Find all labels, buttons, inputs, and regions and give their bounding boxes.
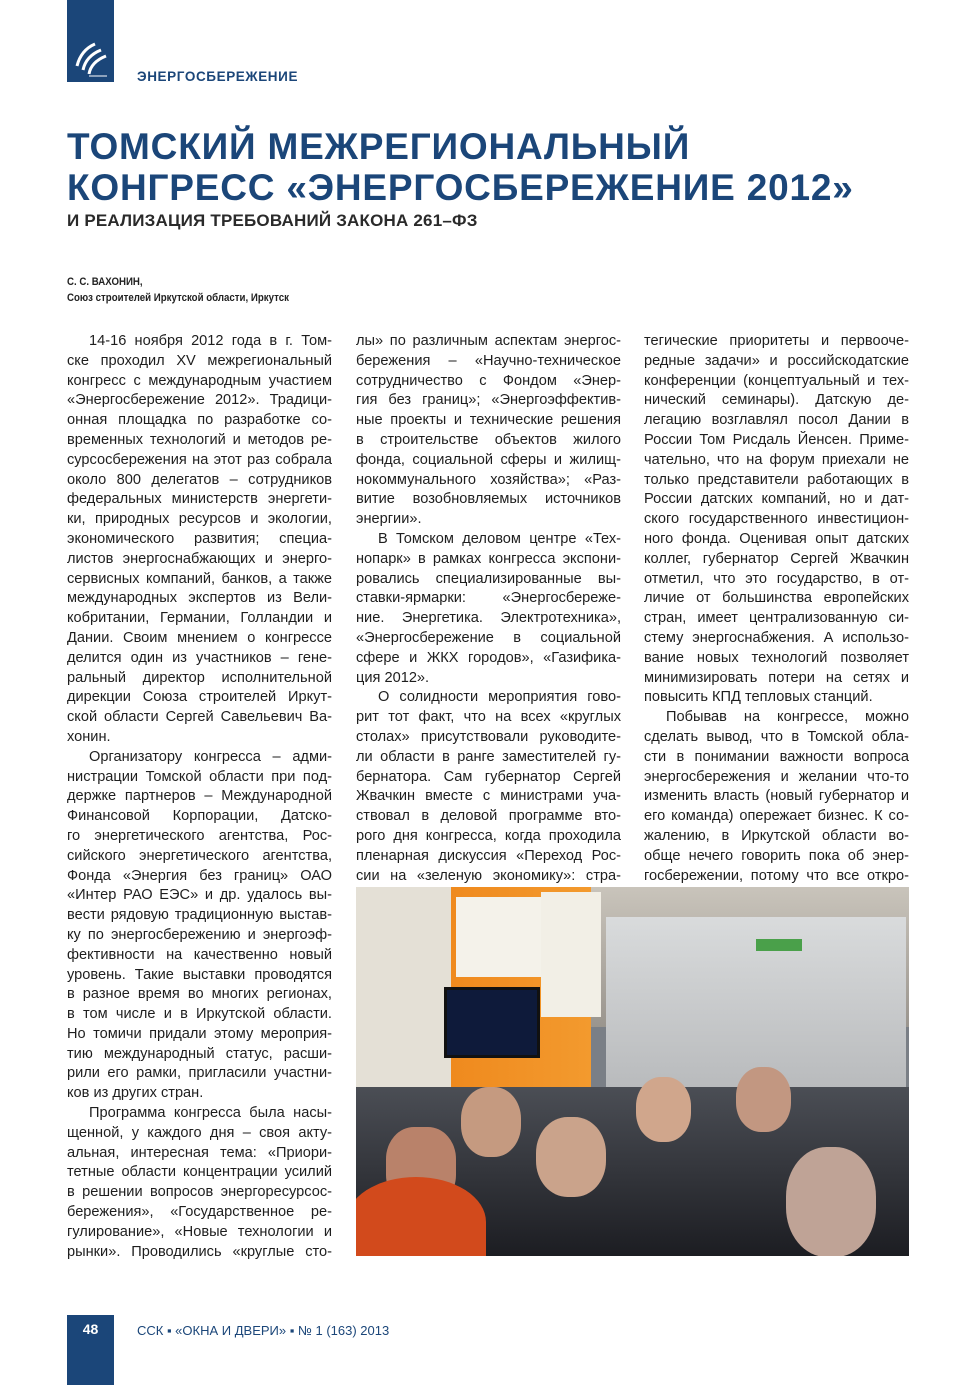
- paragraph: [644, 708, 909, 886]
- text-line: конгресс с международным участием: [67, 372, 332, 389]
- text-line: международных экспертов из Вели-: [67, 590, 332, 607]
- text-line: ровались специализированные вы-: [356, 570, 621, 587]
- text-line: вести рядовую традиционную выстав-: [67, 907, 332, 924]
- text-line: Жвачкин вместе с министрами уча-: [356, 788, 621, 805]
- text-line: ные проекты и технические решения: [356, 412, 621, 429]
- text-line: тию международный статус, расши-: [67, 1045, 332, 1062]
- text-line: О солидности мероприятия гово-: [378, 689, 621, 706]
- author-name: С. С. ВАХОНИН,: [67, 276, 143, 288]
- text-line: энергии».: [356, 511, 422, 528]
- article-subtitle: И РЕАЛИЗАЦИЯ ТРЕБОВАНИЙ ЗАКОНА 261–ФЗ: [67, 211, 478, 230]
- text-line: ки, природных ресурсов и экологии,: [67, 511, 332, 528]
- text-line: повысить КПД тепловых станций.: [644, 689, 873, 706]
- text-line: ского государственного инвестицион-: [644, 511, 909, 528]
- text-line: России датских компаний, но и дат-: [644, 491, 909, 508]
- text-line: альная, интересная тема: «Приори-: [67, 1144, 332, 1161]
- text-line: экономического развития; специа-: [67, 530, 332, 547]
- text-line: гулирование», «Новые технологии и: [67, 1223, 332, 1240]
- text-line: ской области Сергей Савельевич Ва-: [67, 709, 332, 726]
- text-line: Но томичи придали этому мероприя-: [67, 1025, 332, 1042]
- paragraph: [67, 748, 332, 1104]
- text-line: ков из других стран.: [67, 1085, 204, 1102]
- text-line: нический семинары). Датскую де-: [644, 392, 909, 409]
- text-line: коллег, губернатор Сергей Жвачкин: [644, 550, 909, 567]
- text-line: 14-16 ноября 2012 года в г. Том-: [89, 333, 332, 349]
- text-line: сервисных компаний, банков, а также: [67, 570, 332, 587]
- text-line: держке партнеров – Международной: [67, 788, 332, 805]
- text-line: сфере и ЖКХ городов», «Газифика-: [356, 649, 621, 666]
- text-line: тегические приоритеты и первооче-: [644, 333, 909, 349]
- title-line: КОНГРЕСС «ЭНЕРГОСБЕРЕЖЕНИЕ 2012»: [67, 167, 854, 208]
- text-line: жалению, в Иркутской области во-: [644, 827, 909, 844]
- text-line: хонин.: [67, 728, 111, 745]
- author-affiliation: Союз строителей Иркутской области, Иркутск: [67, 292, 289, 304]
- text-line: лы» по различным аспектам энергос-: [356, 333, 621, 349]
- text-line: «Энергосбережение в социальной: [356, 629, 621, 646]
- text-line: стран, имеет централизованную си-: [644, 610, 909, 627]
- text-line: Организатору конгресса – адми-: [89, 748, 332, 765]
- text-line: ствовал в деловой программе вто-: [356, 808, 621, 825]
- text-line: сии на «зеленую экономику»: стра-: [356, 867, 621, 884]
- text-line: вание новых технологий позволяет: [644, 649, 909, 666]
- text-line: пленарная дискуссия «Переход Рос-: [356, 847, 621, 864]
- text-line: в разное время во многих регионах,: [67, 986, 332, 1003]
- text-line: щенной, у каждого дня – своя акту-: [67, 1124, 332, 1141]
- text-line: го энергетического агентства, Рос-: [67, 827, 332, 844]
- text-line: бережения», «Государственное ре-: [67, 1204, 332, 1221]
- text-line: отметил, что это государство, в от-: [644, 570, 909, 587]
- paragraph: [644, 332, 909, 708]
- text-line: обще нечего говорить пока об энер-: [644, 847, 909, 864]
- text-line: рили его рамки, пригласили участни-: [67, 1065, 332, 1082]
- text-line: уровень. Такие выставки проводятся: [67, 966, 332, 983]
- section-color-block: [67, 0, 114, 82]
- text-line: фонда, социальной сферы и жилищ-: [356, 451, 621, 468]
- text-line: рого дня конгресса, когда проходила: [356, 827, 621, 844]
- text-line: ске проходил XV межрегиональный: [67, 352, 332, 369]
- text-line: фективности на качественно новый: [67, 946, 332, 963]
- publication-footer: ССК ▪ «ОКНА И ДВЕРИ» ▪ № 1 (163) 2013: [137, 1323, 390, 1338]
- text-line: тетные области концентрации усилий: [67, 1164, 332, 1181]
- text-line: нистрации Томской области при под-: [67, 768, 332, 785]
- text-line: ку по энергосбережению и энергоэф-: [67, 926, 332, 943]
- text-column-2: [356, 332, 621, 886]
- text-line: чательно, что на форум приехали не: [644, 451, 909, 468]
- text-line: в том числе и в Иркутской области.: [67, 1006, 332, 1023]
- page-number-block: [67, 1315, 114, 1385]
- text-line: бережения – «Научно-техническое: [356, 352, 621, 369]
- text-line: сотрудничество с Фондом «Энер-: [356, 372, 621, 389]
- text-line: нопарк» в рамках конгресса экспони-: [356, 550, 621, 567]
- text-line: дирекции Союза строителей Иркут-: [67, 689, 332, 706]
- text-line: ного фонда. Оценивая опыт датских: [644, 530, 909, 547]
- text-line: Побывав на конгрессе, можно: [666, 709, 909, 726]
- paragraph: [356, 688, 621, 886]
- author-block: [67, 274, 289, 306]
- text-line: госбережении, потому что все откро-: [644, 867, 909, 884]
- text-line: Фонда «Энергия без границ» ОАО: [67, 867, 332, 884]
- text-line: В Томском деловом центре «Тех-: [378, 530, 621, 547]
- text-line: витие возобновляемых источников: [356, 491, 621, 508]
- text-column-3: [644, 332, 909, 886]
- text-line: изменить власть (новый губернатор и: [644, 788, 909, 805]
- text-line: ли области в ранге заместителей гу-: [356, 748, 621, 765]
- text-line: конференции (концептуальный и тех-: [644, 372, 909, 389]
- text-line: ставки-ярмарки: «Энергосбереже-: [356, 590, 621, 607]
- text-line: сурсосбережения на этот раз собрала: [67, 451, 332, 468]
- text-line: только представители работающих в: [644, 471, 909, 488]
- text-line: рынки». Проводились «круглые сто-: [67, 1243, 332, 1260]
- text-line: сделать вывод, что в Томской обла-: [644, 728, 909, 745]
- page-number: 48: [82, 1321, 99, 1337]
- article-title: [67, 126, 854, 208]
- text-line: гия без границ»; «Энергоэффектив-: [356, 392, 621, 409]
- text-column-1: [67, 332, 332, 1262]
- text-line: легацию возглавлял посол Дании в: [644, 412, 909, 429]
- text-line: в решении вопросов энергоресурсос-: [67, 1184, 332, 1201]
- congress-exhibition-photo: [356, 887, 909, 1256]
- text-line: в строительстве объектов жилого: [356, 431, 621, 448]
- text-line: сти в понимании важности вопроса: [644, 748, 909, 765]
- text-line: делится один из участников – гене-: [67, 649, 332, 666]
- text-line: личие от большинства европейских: [644, 590, 909, 607]
- text-line: кобритании, Германии, Голландии и: [67, 610, 332, 627]
- text-line: ние. Энергетика. Электротехника»,: [356, 610, 621, 627]
- text-line: листов энергоснабжающих и энерго-: [67, 550, 332, 567]
- title-line: ТОМСКИЙ МЕЖРЕГИОНАЛЬНЫЙ: [67, 126, 691, 167]
- text-line: онная площадка по разработке со-: [67, 412, 332, 429]
- section-label: ЭНЕРГОСБЕРЕЖЕНИЕ: [137, 69, 299, 84]
- text-line: минимизировать потери на сетях и: [644, 669, 909, 686]
- energy-swoosh-logo-icon: [73, 36, 109, 80]
- text-line: ция 2012».: [356, 669, 430, 686]
- paragraph: [356, 530, 621, 688]
- text-line: рит тот факт, что на всех «круглых: [356, 709, 621, 726]
- text-line: России Том Рисдаль Йенсен. Приме-: [644, 431, 909, 448]
- text-line: Финансовой Корпорации, Датско-: [67, 808, 332, 825]
- text-line: сийского энергетического агентства,: [67, 847, 332, 864]
- text-line: нокоммунального хозяйства»; «Раз-: [356, 471, 621, 488]
- paragraph: [67, 1104, 332, 1262]
- text-line: временных технологий и методов ре-: [67, 431, 332, 448]
- text-line: бернатора. Сам губернатор Сергей: [356, 768, 621, 785]
- text-line: Программа конгресса была насы-: [89, 1105, 332, 1122]
- paragraph: [356, 332, 621, 530]
- text-line: редные задачи» и российскодатские: [644, 352, 909, 369]
- text-line: «Энергосбережение 2012». Традици-: [67, 392, 332, 409]
- text-line: столах» присутствовали руководите-: [356, 728, 621, 745]
- text-line: его команда) опережает бизнес. К со-: [644, 808, 909, 825]
- text-line: ральный директор исполнительной: [67, 669, 332, 686]
- text-line: Дании. Своим мнением о конгрессе: [67, 629, 332, 646]
- paragraph: [67, 332, 332, 748]
- text-line: стему энергоснабжения. А использо-: [644, 629, 909, 646]
- text-line: «Интер РАО ЕЭС» и др. удалось вы-: [67, 887, 332, 904]
- text-line: энергосбережения и желании что-то: [644, 768, 909, 785]
- text-line: около 800 делегатов – сотрудников: [67, 471, 332, 488]
- text-line: федеральных министерств энергети-: [67, 491, 332, 508]
